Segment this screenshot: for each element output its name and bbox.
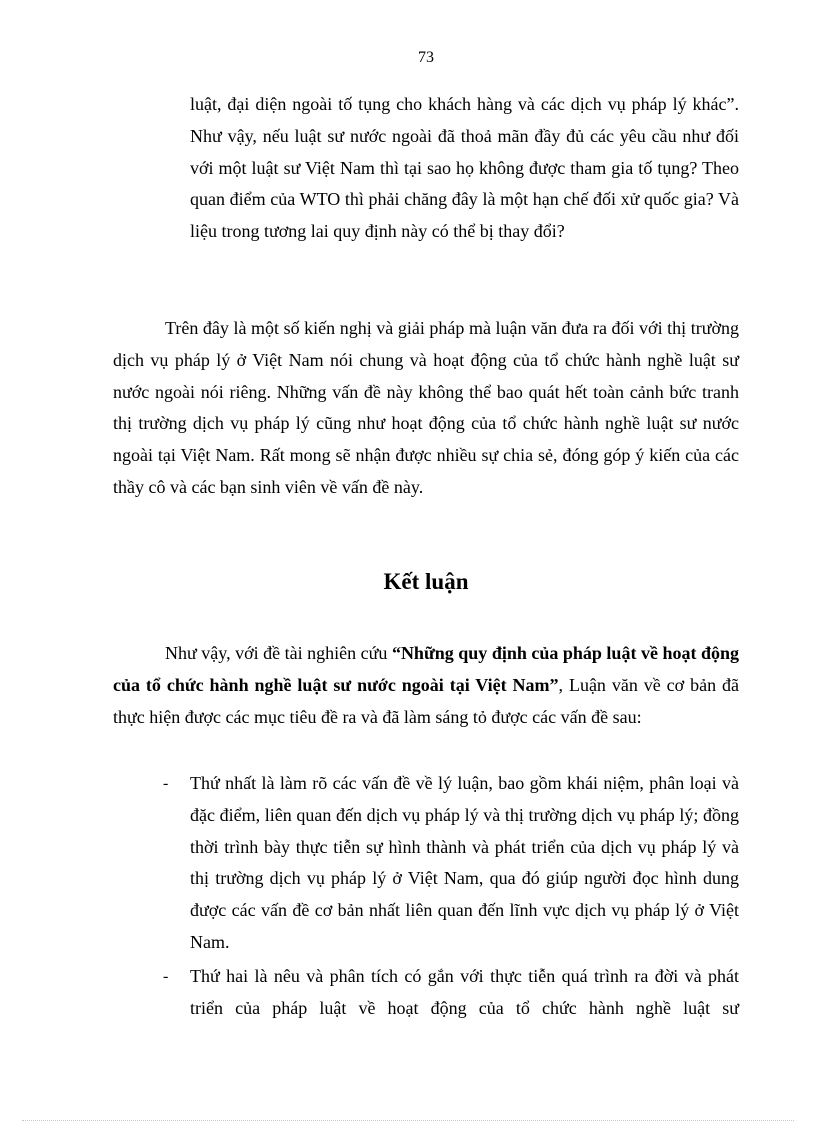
bullet-dash-marker: - bbox=[163, 968, 169, 985]
bullet-text: Thứ nhất là làm rõ các vấn đề về lý luận, bao gồm khái niệm, phân loại và đặc điểm, liên quan đến dịch vụ pháp lý và thị trường dịch vụ pháp lý; đồng thời trình bày thực tiễn sự hình thành và phát triển của dịch vụ pháp lý và thị trường dịch vụ pháp lý ở Việt Nam, qua đó giúp người đọc hình dung được các vấn đề cơ bản nhất liên quan đến lĩnh vực dịch vụ pháp lý ở Việt Nam. bbox=[190, 773, 739, 952]
page-number: 73 bbox=[418, 49, 434, 66]
conclusion-heading: Kết luận bbox=[383, 569, 469, 594]
conclusion-intro-paragraph bbox=[113, 638, 739, 733]
bullet-text: Thứ hai là nêu và phân tích có gắn với thực tiễn quá trình ra đời và phát triển của pháp luật về hoạt động của tổ chức hành nghề luật sư bbox=[190, 966, 739, 1018]
bullet-dash-marker: - bbox=[163, 775, 169, 792]
page-bottom-edge bbox=[22, 1120, 794, 1121]
thesis-title: “Những quy định của pháp luật về hoạt động của tổ chức hành nghề luật sư nước ngoài tại Việt Nam” bbox=[113, 643, 740, 695]
intro-lead-text: Như vậy, với đề tài nghiên cứu bbox=[165, 643, 392, 663]
intro-rest-text: , Luận văn về cơ bản đã thực hiện được các mục tiêu đề ra và đã làm sáng tỏ được các vấn đề sau: bbox=[113, 674, 740, 727]
quote-paragraph: luật, đại diện ngoài tố tụng cho khách hàng và các dịch vụ pháp lý khác”. Như vậy, nếu luật sư nước ngoài đã thoả mãn đầy đủ các yêu cầu như đối với một luật sư Việt Nam thì tại sao họ không được tham gia tố tụng? Theo quan điểm của WTO thì phải chăng đây là một hạn chế đối xử quốc gia? Và liệu trong tương lai quy định này có thể bị thay đổi? bbox=[190, 94, 739, 242]
summary-paragraph: Trên đây là một số kiến nghị và giải pháp mà luận văn đưa ra đối với thị trường dịch vụ pháp lý ở Việt Nam nói chung và hoạt động của tổ chức hành nghề luật sư nước ngoài nói riêng. Những vấn đề này không thể bao quát hết toàn cảnh bức tranh thị trường dịch vụ pháp lý cũng như hoạt động của tổ chức hành nghề luật sư nước ngoài tại Việt Nam. Rất mong sẽ nhận được nhiều sự chia sẻ, đóng góp ý kiến của các thầy cô và các bạn sinh viên về vấn đề này. bbox=[113, 318, 739, 497]
